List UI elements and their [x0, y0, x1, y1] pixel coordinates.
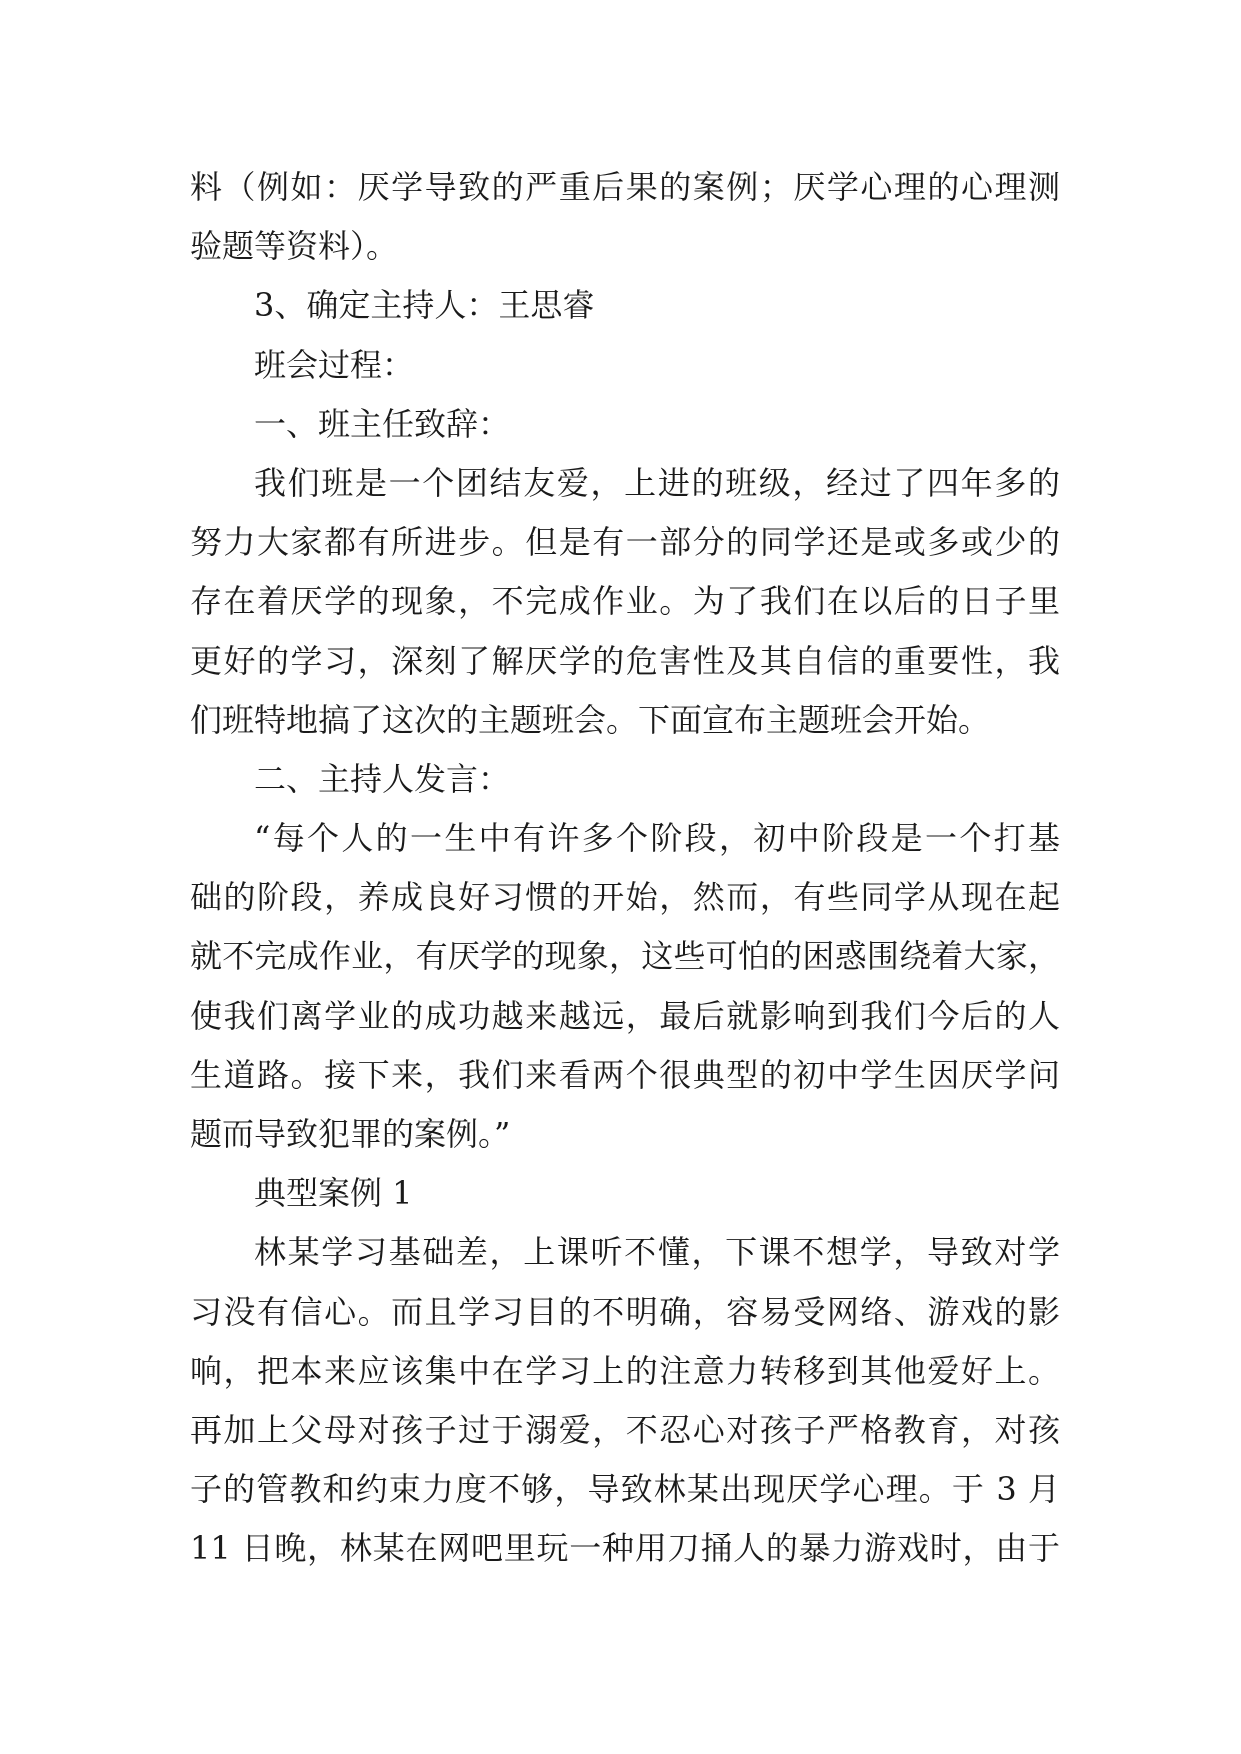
text-line: 题而导致犯罪的案例。”: [190, 1115, 511, 1153]
section-heading: 二、主持人发言：: [254, 759, 511, 798]
section-heading: 班会过程：: [254, 345, 415, 384]
text-line: 生道路。接下来，我们来看两个很典型的初中学生因厌学问: [190, 1055, 1060, 1094]
text-line: 验题等资料）。: [190, 227, 399, 266]
section-heading: 一、班主任致辞：: [254, 404, 511, 443]
text-line: 响，把本来应该集中在学习上的注意力转移到其他爱好上。: [190, 1351, 1060, 1390]
text-line: 再加上父母对孩子过于溺爱，不忍心对孩子严格教育，对孩: [190, 1410, 1060, 1449]
text-line: 努力大家都有所进步。但是有一部分的同学还是或多或少的: [190, 523, 1060, 562]
text-line: 存在着厌学的现象，不完成作业。为了我们在以后的日子里: [190, 582, 1060, 621]
text-line: 料（例如：厌学导致的严重后果的案例；厌学心理的心理测: [190, 168, 1060, 206]
text-line: 我们班是一个团结友爱，上进的班级，经过了四年多的: [254, 463, 1060, 502]
text-line: 们班特地搞了这次的主题班会。下面宣布主题班会开始。: [190, 700, 991, 739]
text-line: 使我们离学业的成功越来越远，最后就影响到我们今后的人: [190, 996, 1060, 1035]
text-line: 3、确定主持人：王思睿: [254, 286, 595, 325]
text-line: 习没有信心。而且学习目的不明确，容易受网络、游戏的影: [190, 1292, 1060, 1331]
text-line: 11 日晚，林某在网吧里玩一种用刀捅人的暴力游戏时，由于: [190, 1529, 1060, 1568]
body-text: [190, 158, 1060, 1579]
text-line: “每个人的一生中有许多个阶段，初中阶段是一个打基: [254, 819, 1060, 858]
text-line: 子的管教和约束力度不够，导致林某出现厌学心理。于 3 月: [190, 1470, 1060, 1509]
section-heading: 典型案例 1: [254, 1174, 413, 1213]
text-line: 更好的学习，深刻了解厌学的危害性及其自信的重要性，我: [190, 641, 1060, 680]
text-line: 础的阶段，养成良好习惯的开始，然而，有些同学从现在起: [190, 878, 1060, 917]
text-line: 林某学习基础差，上课听不懂，下课不想学，导致对学: [254, 1233, 1060, 1272]
text-line: 就不完成作业，有厌学的现象，这些可怕的困惑围绕着大家，: [190, 937, 1060, 976]
